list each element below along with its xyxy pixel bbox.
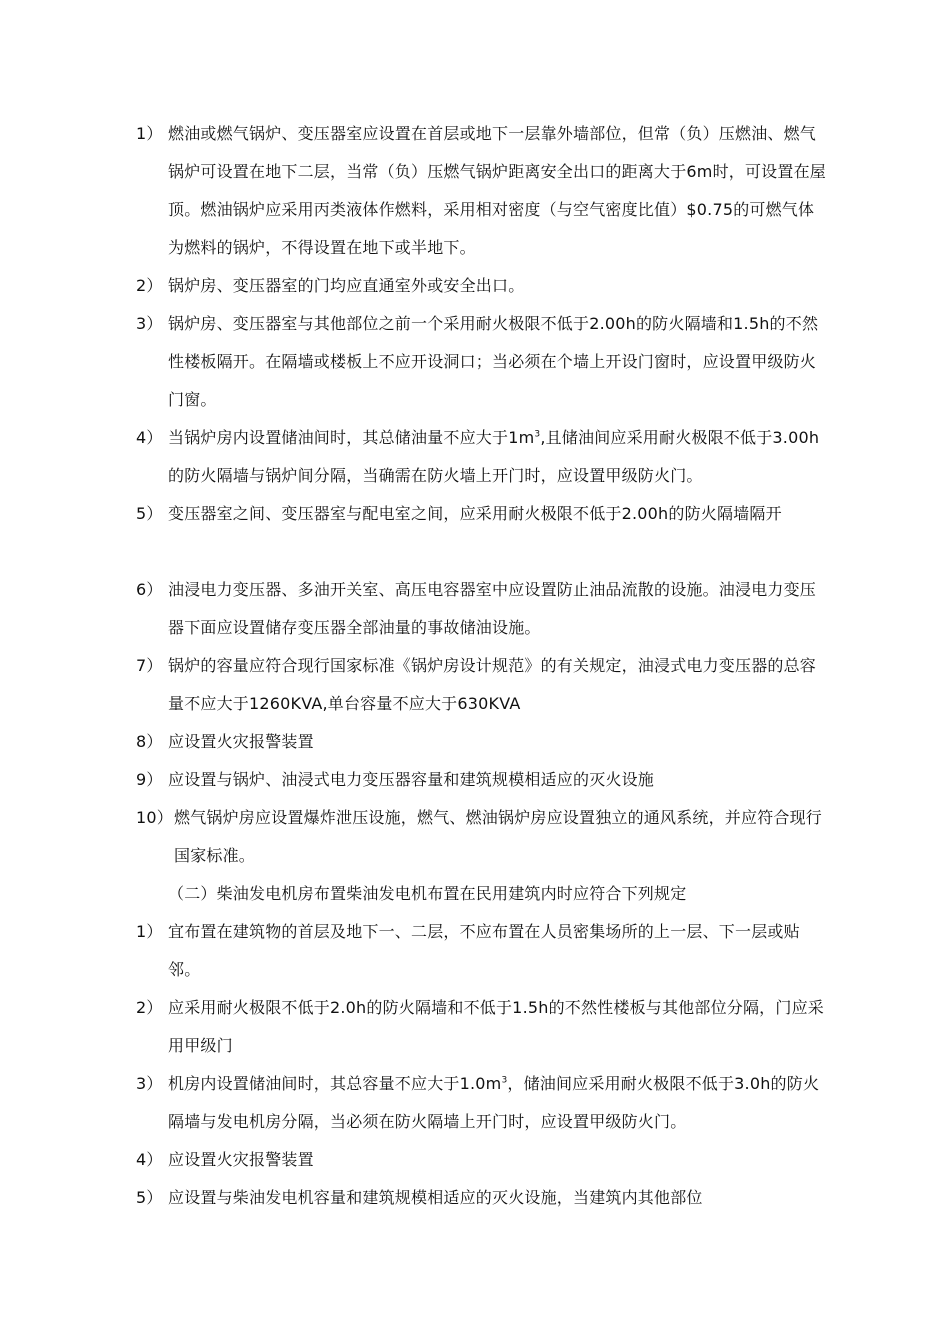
item-text-part: 机房内设置储油间时，其总容量不应大于1.0m: [168, 1074, 502, 1093]
item-text: 变压器室之间、变压器室与配电室之间，应采用耐火极限不低于2.00h的防火隔墙隔开: [168, 504, 782, 523]
item-text: 锅炉的容量应符合现行国家标准《锅炉房设计规范》的有关规定，油浸式电力变压器的总容量不应大于1260KVA,单台容量不应大于630KVA: [168, 656, 817, 713]
item-text-part: ，储油间应采用耐火极限不低于3.0h的防火隔墙与发电机房分隔，当必须在防火隔墙上开门时，应设置甲级防火门。: [168, 1074, 820, 1131]
item-number: 4）: [136, 1150, 163, 1169]
item-text: 锅炉房、变压器室与其他部位之前一个采用耐火极限不低于2.00h的防火隔墙和1.5h的不然性楼板隔开。在隔墙或楼板上不应开设洞口；当必须在个墙上开设门窗时，应设置甲级防火门窗。: [168, 314, 819, 409]
list-item: [136, 723, 826, 761]
item-number: 2）: [136, 998, 163, 1017]
item-number: 8）: [136, 732, 163, 751]
item-text: 应设置火灾报警装置: [168, 1150, 314, 1169]
item-number: 2）: [136, 276, 163, 295]
item-text: [136, 1065, 826, 1141]
superscript: 3: [501, 1075, 508, 1086]
item-text: 锅炉房、变压器室的门均应直通室外或安全出口。: [168, 276, 525, 295]
item-number: 6）: [136, 580, 163, 599]
list-item: [136, 305, 826, 419]
item-text: 应设置火灾报警装置: [168, 732, 314, 751]
section-subheading: （二）柴油发电机房布置柴油发电机布置在民用建筑内时应符合下列规定: [168, 884, 687, 903]
item-text: 应采用耐火极限不低于2.0h的防火隔墙和不低于1.5h的不然性楼板与其他部位分隔，门应采用甲级门: [168, 998, 824, 1055]
item-text: [136, 419, 826, 495]
list-item: [136, 419, 826, 495]
list-item: [136, 115, 826, 267]
item-number: 5）: [136, 504, 163, 523]
item-number: 7）: [136, 656, 163, 675]
list-item: [136, 799, 826, 875]
list-item: [136, 1065, 826, 1141]
list-item: [136, 571, 826, 647]
item-text: 应设置与锅炉、油浸式电力变压器容量和建筑规模相适应的灭火设施: [168, 770, 655, 789]
list-item: [136, 647, 826, 723]
item-text-part: 当锅炉房内设置储油间时，其总储油量不应大于1m: [168, 428, 535, 447]
list-item: [136, 989, 826, 1065]
item-text: 燃气锅炉房应设置爆炸泄压设施，燃气、燃油锅炉房应设置独立的通风系统，并应符合现行国家标准。: [174, 808, 823, 865]
item-number: 3）: [136, 314, 163, 333]
list-item: [136, 1141, 826, 1179]
item-number: 10）: [136, 808, 173, 827]
item-text: 应设置与柴油发电机容量和建筑规模相适应的灭火设施，当建筑内其他部位: [168, 1188, 703, 1207]
item-number: 4）: [136, 428, 163, 447]
list-item: [136, 1179, 826, 1217]
item-text: 燃油或燃气锅炉、变压器室应设置在首层或地下一层靠外墙部位，但常（负）压燃油、燃气锅炉可设置在地下二层，当常（负）压燃气锅炉距离安全出口的距离大于6m时，可设置在屋顶。燃油锅炉应采用丙类液体作燃料，采用相对密度（与空气密度比值）$0.75的可燃气体为燃料的锅炉，不得设置在地下或半地下。: [168, 124, 826, 257]
list-item: [136, 267, 826, 305]
item-text: 油浸电力变压器、多油开关室、高压电容器室中应设置防止油品流散的设施。油浸电力变压器下面应设置储存变压器全部油量的事故储油设施。: [168, 580, 817, 637]
list-item: [136, 761, 826, 799]
item-number: 1）: [136, 922, 163, 941]
item-number: 1）: [136, 124, 163, 143]
superscript: 3: [534, 429, 541, 440]
item-text-part: ,且储油间应采用耐火极限不低于3.00h的防火隔墙与锅炉间分隔，当确需在防火墙上开门时，应设置甲级防火门。: [168, 428, 820, 485]
item-number: 3）: [136, 1074, 163, 1093]
item-number: 5）: [136, 1188, 163, 1207]
item-text: 宜布置在建筑物的首层及地下一、二层，不应布置在人员密集场所的上一层、下一层或贴邻。: [168, 922, 800, 979]
list-item: [136, 913, 826, 989]
list-item: [136, 495, 826, 533]
item-number: 9）: [136, 770, 163, 789]
